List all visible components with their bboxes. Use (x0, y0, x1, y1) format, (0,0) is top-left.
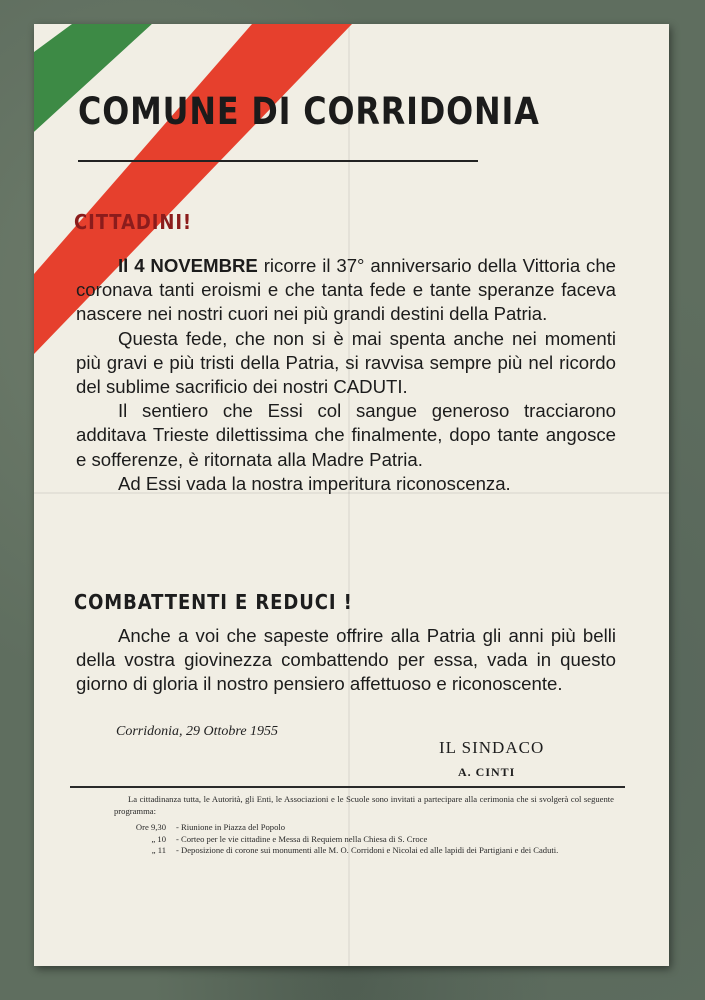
programme-item (114, 845, 624, 857)
paragraph-text: ricorre il 37° anniversario della Vittoria che coronava tanti eroismi e che tanta fede e tante speranze faceva nascere nei nostri cuori nei più grandi destini della Patria. (76, 255, 617, 325)
notice-divider (70, 786, 625, 788)
paragraph (76, 254, 616, 327)
section-body-combattenti (76, 624, 616, 697)
programme-description: - Corteo per le vie cittadine e Messa di Requiem nella Chiesa di S. Croce (176, 833, 428, 844)
title-underline (78, 160, 478, 162)
programme-description: - Deposizione di corone sui monumenti alle M. O. Corridoni e Nicolai ed alle lapidi dei Partigiani e dei Caduti. (176, 845, 559, 856)
paragraph: Ad Essi vada la nostra imperitura riconoscenza. (118, 472, 511, 494)
mayor-name: A. CINTI (458, 765, 516, 779)
paragraph: Anche a voi che sapeste offrire alla Patria gli anni più belli della vostra giovinezza combattendo per essa, vada in questo giorno di gloria il nostro pensiero affettuoso e riconoscente. (76, 625, 616, 695)
programme-time: „ 11 (151, 845, 166, 856)
mayor-title: IL SINDACO (439, 738, 545, 757)
programme-description: - Riunione in Piazza del Popolo (176, 822, 286, 832)
date-lead: Il 4 NOVEMBRE (118, 255, 258, 276)
programme-time: „ 10 (151, 833, 166, 844)
programme-time: Ore 9,30 (135, 822, 166, 832)
section-body-cittadini (76, 254, 616, 496)
date-place: Corridonia, 29 Ottobre 1955 (116, 724, 279, 739)
programme-list (114, 822, 624, 857)
programme-item (114, 834, 624, 846)
paragraph: Questa fede, che non si è mai spenta anche nei momenti più gravi e più tristi della Patria, si ravvisa sempre più nel ricordo del sublime sacrificio dei nostri CADUTI. (76, 327, 616, 398)
section-heading-cittadini: CITTADINI! (74, 210, 193, 234)
notice-intro: La cittadinanza tutta, le Autorità, gli Enti, le Associazioni e le Scuole sono invitati a partecipare alla cerimonia che si svolgerà col seguente programma: (114, 794, 614, 816)
paragraph: Il sentiero che Essi col sangue generoso tracciarono additava Trieste dilettissima che finalmente, dopo tante angosce e sofferenze, è ritornata alla Madre Patria. (76, 400, 616, 470)
poster (34, 24, 669, 966)
page-title: COMUNE DI CORRIDONIA (78, 90, 540, 133)
section-heading-combattenti: COMBATTENTI E REDUCI ! (74, 590, 353, 614)
programme-item (114, 822, 624, 834)
